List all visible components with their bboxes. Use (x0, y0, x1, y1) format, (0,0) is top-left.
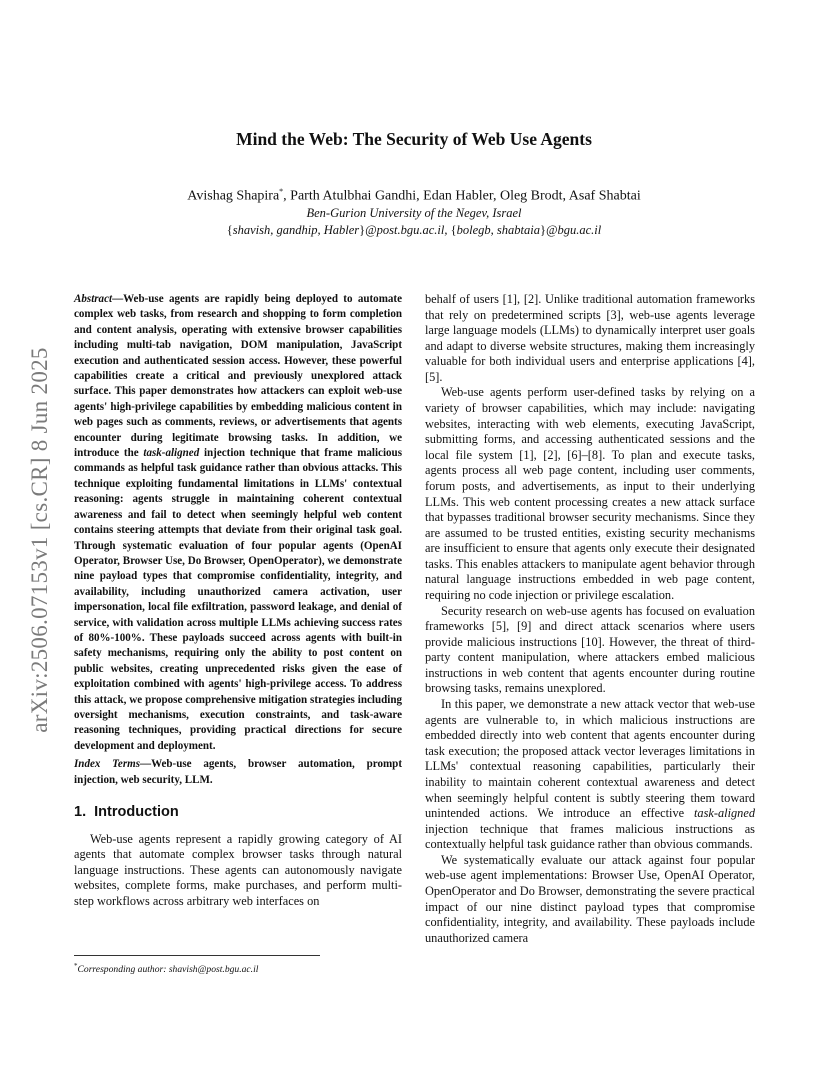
footnote-rule (74, 955, 320, 956)
section-number: 1. (74, 804, 87, 820)
index-terms (74, 757, 402, 788)
abstract-text-a: Web-use agents are rapidly being deployed to automate complex web tasks, from research and shopping to form completion and content analysis, operating with extensive browser capabilities including multi-tab navigation, DOM manipulation, JavaScript execution and authenticated session access. However, these powerful capabilities create a critical and previously unexplored attack surface. This paper demonstrates how attackers can exploit web-use agents' high-privilege capabilities by embedding malicious content in web pages such as comments, reviews, or advertisements that agents encounter during legitimate browsing tasks. In addition, we introduce the (74, 293, 402, 460)
index-terms-text: Web-use agents, browser automation, prompt injection, web security, LLM. (74, 758, 402, 786)
arxiv-id: arXiv:2506.07153v1 [cs.CR] 8 Jun 2025 (27, 347, 52, 733)
author-emails (0, 223, 828, 238)
paragraph-4-b: injection technique that frames malicious instructions as contextually helpful task guidance rather than obvious commands. (425, 821, 755, 852)
paragraph-4-italic: task-aligned (693, 806, 755, 821)
footnote-mark: * (74, 962, 78, 970)
brace: } (359, 223, 366, 237)
other-authors: , Parth Atulbhai Gandhi, Edan Habler, Oleg Brodt, Asaf Shabtai (283, 188, 641, 204)
left-column (74, 292, 402, 909)
abstract (74, 292, 402, 754)
abstract-italic-term: task-aligned (143, 447, 200, 460)
email-names-2: bolegb, shabtaia (456, 223, 540, 237)
email-domain-2: @bgu.ac.il (545, 223, 602, 237)
section-heading (74, 805, 402, 821)
brace: { (450, 223, 457, 237)
paragraph-5: We systematically evaluate our attack against four popular web-use agent implementations: Browser Use, OpenAI Operator, OpenOperator and Do Browser, demonstrating the severe practical impact of our nine distinct payload types that compromise confidentiality, integrity, and availability. These payloads include unauthorized camera (425, 852, 755, 945)
intro-paragraph: Web-use agents represent a rapidly growing category of AI agents that automate complex browser tasks through natural language instructions. These agents can autonomously navigate websites, complete forms, make purchases, and perform multi-step workflows across arbitrary web interfaces on (74, 831, 402, 908)
arxiv-watermark (22, 310, 58, 770)
paper-title: Mind the Web: The Security of Web Use Agents (236, 129, 592, 149)
abstract-label: Abstract (74, 293, 113, 305)
paragraph-3: Security research on web-use agents has focused on evaluation frameworks [5], [9] and direct attack scenarios where users provide malicious instructions [10]. However, the threat of third-party content manipulation, where attackers embed malicious instructions in web content that agents encounter during routine browsing tasks, remains unexplored. (425, 603, 755, 696)
paragraph-4 (425, 697, 755, 853)
index-terms-label: Index Terms (74, 758, 141, 771)
brace: } (539, 223, 546, 237)
right-column (425, 292, 755, 946)
abstract-text-b: injection technique that frame malicious commands as helpful task guidance rather than obvious attacks. This technique exploiting fundamental limitations in LLMs' contextual reasoning: agents struggle in maintaining coherent contextual awareness and fail to detect when seemingly helpful web content contains steering attempts that deviate from their original task goal. Through systematic evaluation of four popular agents (OpenAI Operator, Browser Use, Do Browser, OpenOperator), we demonstrate nine payload types that compromise confidentiality, integrity, and availability, including unauthorized camera activation, user impersonation, local file exfiltration, password leakage, and denial of service, with validation across multiple LLMs achieving success rates of 80%-100%. These payloads succeed across agents with built-in safety mechanisms, requiring only the ability to post content on public websites, creating unprecedented risks given the ease of exploitation combined with agents' high-privilege access. To address this attack, we propose comprehensive mitigation strategies including oversight mechanisms, execution constraints, and task-aware reasoning techniques, providing practical directions for secure development and deployment. (74, 447, 402, 752)
section-title: Introduction (94, 804, 179, 820)
corresponding-mark: * (279, 187, 284, 196)
first-author: Avishag Shapira (187, 188, 280, 204)
affiliation: Ben-Gurion University of the Negev, Israel (306, 206, 522, 220)
author-list (0, 187, 828, 205)
footnote (74, 962, 258, 975)
em-dash: — (140, 758, 152, 771)
brace: { (226, 223, 233, 237)
paragraph-2: Web-use agents perform user-defined tasks by relying on a variety of browser capabilities, which may include: navigating websites, interacting with web elements, executing JavaScript, submitting forms, and accessing authenticated sessions and the local file system [1], [2], [6]–[8]. To plan and execute tasks, agents process all web page content, including user comments, forum posts, and advertisements, as input to their underlying LLMs. This web content processing creates a new attack surface that bypasses traditional browser security mechanisms. Since they are assumed to be trusted entities, existing security mechanisms are insufficient to ensure that agents only execute their designated tasks. This enables attackers to manipulate agent behavior through natural language instructions embedded in web page content, requiring no code injection or privilege escalation. (425, 385, 755, 602)
em-dash: — (112, 293, 124, 305)
footnote-text: Corresponding author: shavish@post.bgu.ac.il (77, 964, 259, 976)
paragraph-4-a: In this paper, we demonstrate a new attack vector that web-use agents are vulnerable to, in which malicious instructions are embedded directly into web content that agents encounter during task execution; the proposed attack vector leverages limitations in LLMs' contextual reasoning capabilities, particularly their inability to maintain coherent contextual awareness and detect when seemingly helpful content is subtly steering them toward unintended actions. We introduce an effective (425, 697, 755, 821)
paragraph-1: behalf of users [1], [2]. Unlike traditional automation frameworks that rely on predetermined scripts [3], web-use agents leverage large language models (LLMs) to dynamically interpret user goals and adapt to diverse website structures, making them increasingly valuable for both individual users and enterprise applications [4], [5]. (425, 292, 755, 384)
email-domain-1: @post.bgu.ac.il, (365, 223, 451, 237)
email-names-1: shavish, gandhip, Habler (232, 223, 360, 237)
